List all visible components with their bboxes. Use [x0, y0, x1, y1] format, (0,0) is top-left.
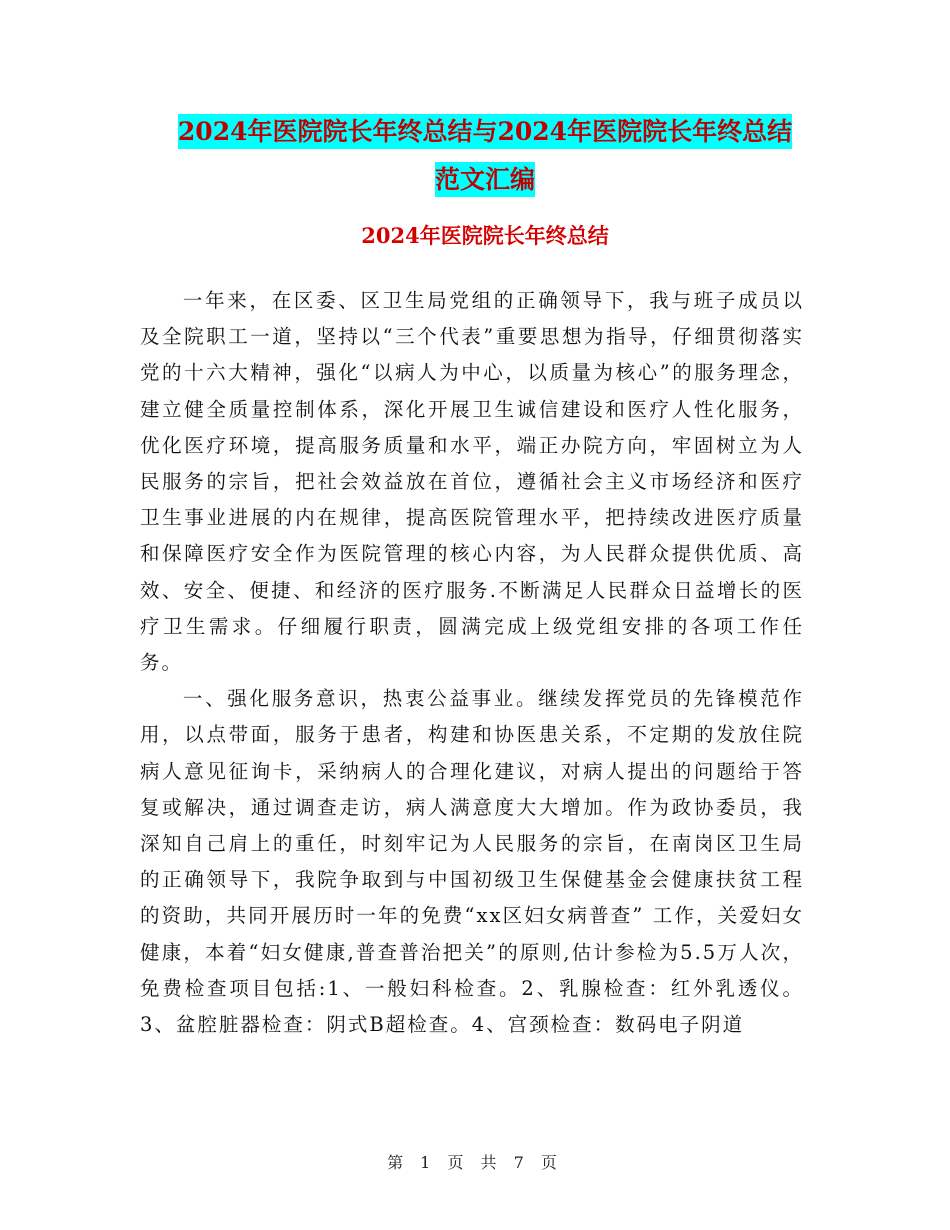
title-line-2: 范文汇编 [435, 162, 535, 197]
paragraph-section-1: 一、强化服务意识，热衷公益事业。继续发挥党员的先锋模范作用，以点带面，服务于患者，构建和协医患关系，不定期的发放住院病人意见征询卡，采纳病人的合理化建议，对病人提出的问题给于答复或解决，通过调查走访，病人满意度大大增加。作为政协委员，我深知自己肩上的重任，时刻牢记为人民服务的宗旨，在南岗区卫生局的正确领导下，我院争取到与中国初级卫生保健基金会健康扶贫工程的资助，共同开展历时一年的免费“xx区妇女病普查” 工作，关爱妇女健康，本着“妇女健康,普查普治把关”的原则,估计参检为5.5万人次，免费检查项目包括:1、一般妇科检查。2、乳腺检查：红外乳透仪。3、盆腔脏器检查：阴式B超检查。4、宫颈检查：数码电子阴道 [140, 687, 804, 1037]
document-body [140, 283, 804, 1043]
page-footer: 第 1 页 共 7 页 [387, 1153, 563, 1172]
paragraph-intro: 一年来，在区委、区卫生局党组的正确领导下，我与班子成员以及全院职工一道，坚持以“三个代表”重要思想为指导，仔细贯彻落实党的十六大精神，强化“以病人为中心，以质量为核心”的服务理念，建立健全质量控制体系，深化开展卫生诚信建设和医疗人性化服务，优化医疗环境，提高服务质量和水平，端正办院方向，牢固树立为人民服务的宗旨，把社会效益放在首位，遵循社会主义市场经济和医疗卫生事业进展的内在规律，提高医院管理水平，把持续改进医疗质量和保障医疗安全作为医院管理的核心内容，为人民群众提供优质、高效、安全、便捷、和经济的医疗服务.不断满足人民群众日益增长的医疗卫生需求。仔细履行职责，圆满完成上级党组安排的各项工作任务。 [140, 289, 804, 675]
section-title: 2024年医院院长年终总结 [361, 223, 609, 248]
title-line-1: 2024年医院院长年终总结与2024年医院院长年终总结 [178, 114, 792, 149]
document-title [140, 108, 830, 204]
